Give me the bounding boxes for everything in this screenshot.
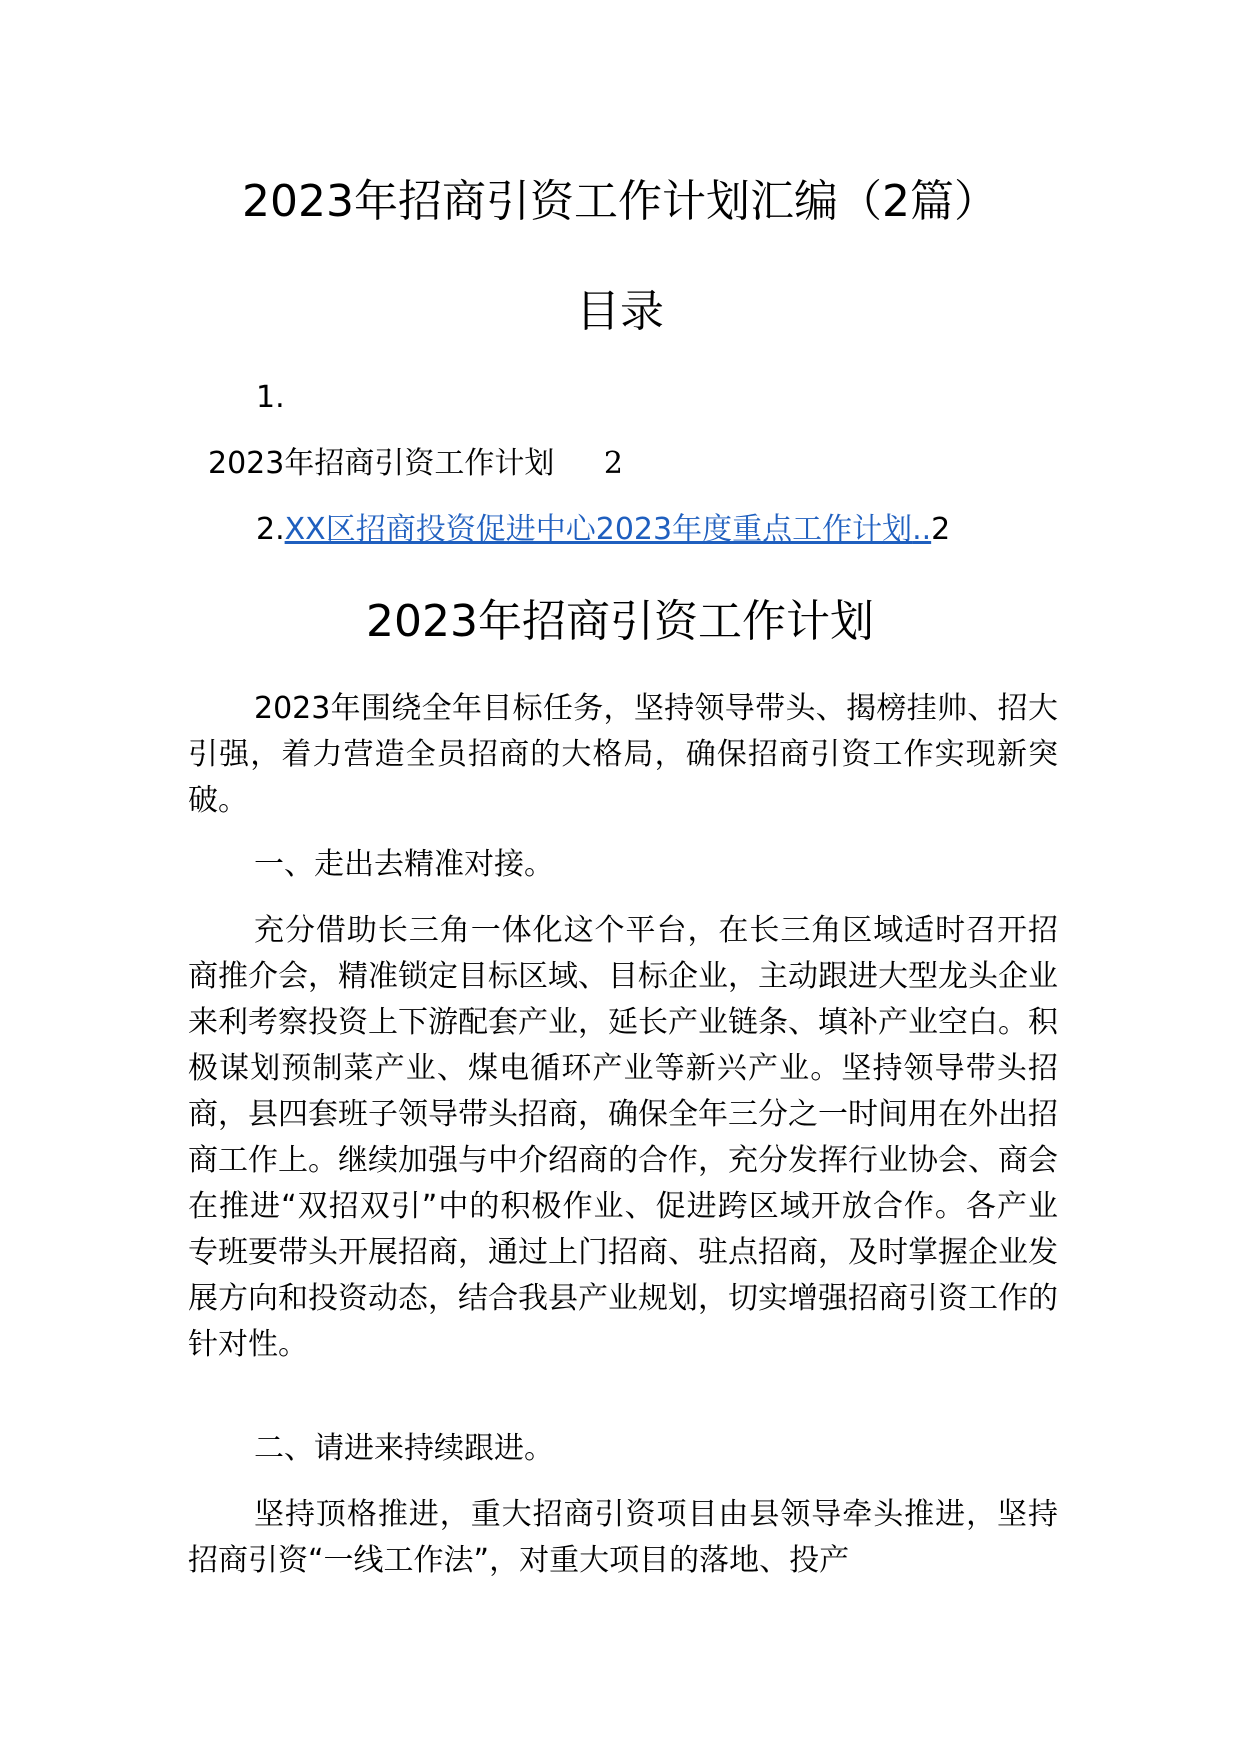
toc-item-2[interactable] [256,510,950,550]
document-title: 2023年招商引资工作计划汇编（2篇） [242,176,998,227]
toc-item-1-number: 1. [256,380,285,415]
toc-item-2-number: 2. [256,512,285,547]
toc-item-2-page: 2 [931,512,951,547]
section-title: 2023年招商引资工作计划 [366,596,874,647]
toc-heading: 目录 [576,286,664,337]
toc-item-1[interactable] [208,444,623,484]
body-paragraph-1: 充分借助长三角一体化这个平台，在长三角区域适时召开招商推介会，精准锁定目标区域、目标企业，主动跟进大型龙头企业来利考察投资上下游配套产业，延长产业链条、填补产业空白。积极谋划预制菜产业、煤电循环产业等新兴产业。坚持领导带头招商，县四套班子领导带头招商，确保全年三分之一时间用在外出招商工作上。继续加强与中介绍商的合作，充分发挥行业协会、商会在推进“双招双引”中的积极作业、促进跨区域开放合作。各产业专班要带头开展招商，通过上门招商、驻点招商，及时掌握企业发展方向和投资动态，结合我县产业规划，切实增强招商引资工作的针对性。 [188,913,1058,1362]
subheading-2: 二、请进来持续跟进。 [254,1431,554,1466]
toc-item-2-link[interactable]: XX区招商投资促进中心2023年度重点工作计划 [284,512,913,547]
toc-item-1-title[interactable]: 2023年招商引资工作计划 [208,446,555,481]
toc-item-2-leader[interactable]: .. [912,512,932,547]
toc-item-1-page: 2 [603,446,623,481]
subheading-1: 一、走出去精准对接。 [254,847,554,882]
body-paragraph-2: 坚持顶格推进，重大招商引资项目由县领导牵头推进，坚持招商引资“一线工作法”，对重大项目的落地、投产 [188,1497,1058,1578]
intro-paragraph: 2023年围绕全年目标任务，坚持领导带头、揭榜挂帅、招大引强，着力营造全员招商的大格局，确保招商引资工作实现新突破。 [188,691,1058,818]
